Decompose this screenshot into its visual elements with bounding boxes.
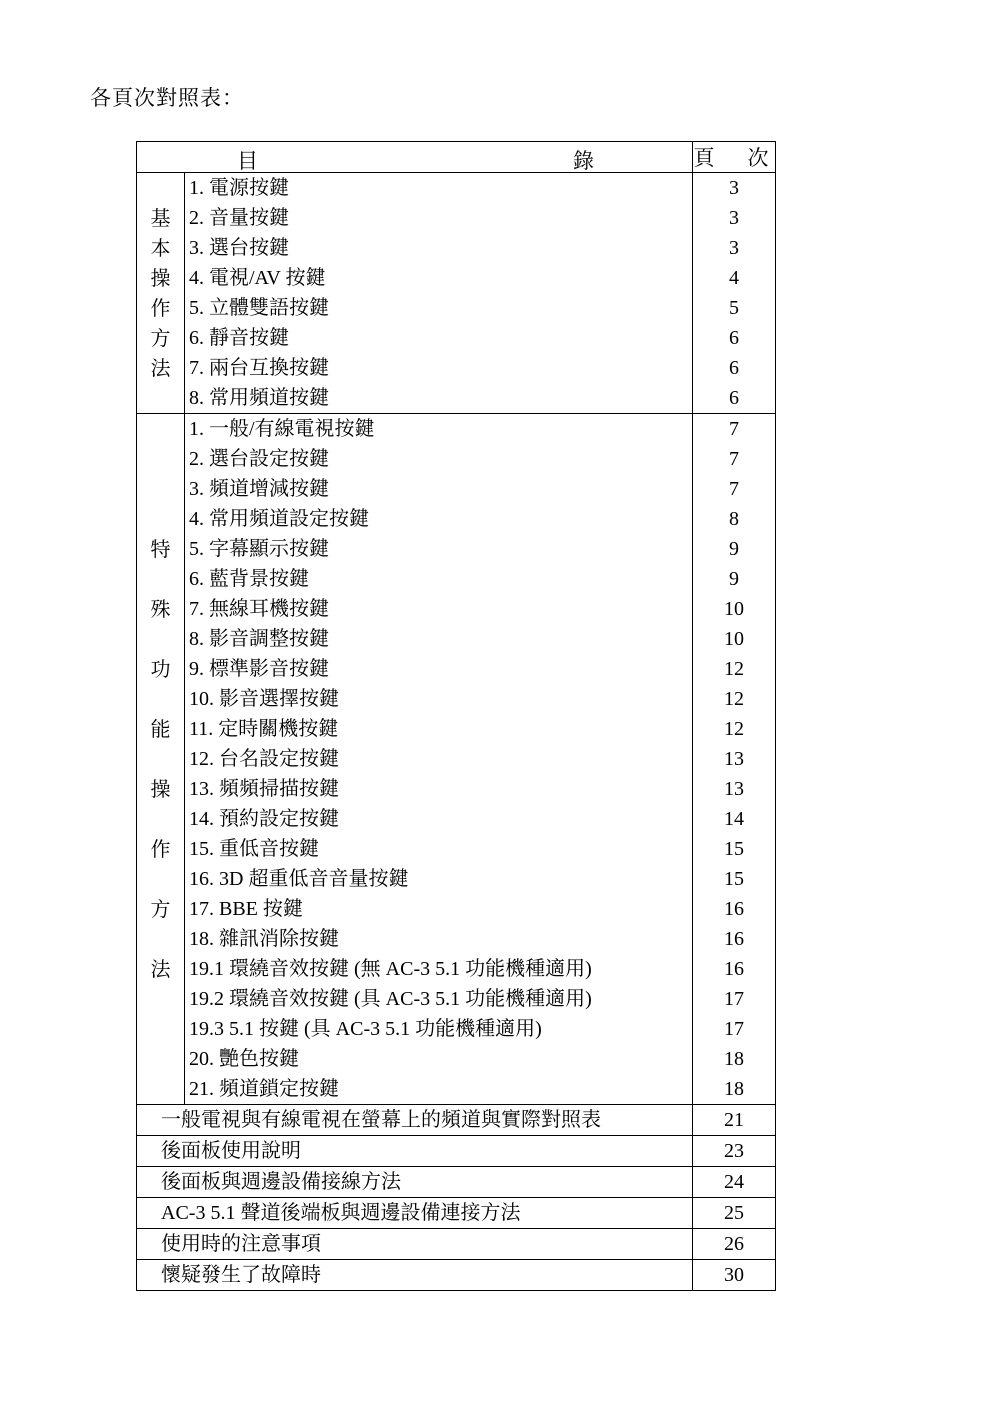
section1-label-char: 操 — [150, 266, 171, 290]
toc-item-title: 16. 3D 超重低音音量按鍵 — [185, 864, 693, 894]
toc-header-contents — [137, 142, 693, 173]
section1-label — [137, 173, 185, 414]
toc-header-row — [137, 142, 776, 173]
toc-item-title: 19.3 5.1 按鍵 (具 AC-3 5.1 功能機種適用) — [185, 1014, 693, 1044]
header-page: 頁 次 — [693, 142, 776, 173]
toc-summary-title: 使用時的注意事項 — [137, 1229, 693, 1260]
toc-item-title: 13. 頻頻掃描按鍵 — [185, 774, 693, 804]
toc-item-row — [137, 293, 776, 323]
toc-item-row — [137, 834, 776, 864]
toc-item-page: 16 — [693, 894, 776, 924]
toc-item-page: 6 — [693, 383, 776, 414]
toc-item-title: 18. 雜訊消除按鍵 — [185, 924, 693, 954]
toc-item-title: 9. 標準影音按鍵 — [185, 654, 693, 684]
toc-item-row — [137, 383, 776, 414]
toc-item-title: 2. 音量按鍵 — [185, 203, 693, 233]
toc-item-page: 16 — [693, 954, 776, 984]
toc-summary-page: 26 — [693, 1229, 776, 1260]
toc-item-page: 18 — [693, 1074, 776, 1105]
toc-item-title: 1. 一般/有線電視按鍵 — [185, 414, 693, 445]
toc-item-page: 14 — [693, 804, 776, 834]
toc-item-title: 5. 字幕顯示按鍵 — [185, 534, 693, 564]
section2-label-char: 能 — [150, 717, 171, 741]
toc-item-title: 2. 選台設定按鍵 — [185, 444, 693, 474]
toc-item-row — [137, 864, 776, 894]
toc-item-page: 5 — [693, 293, 776, 323]
section1-label-char: 基 — [150, 206, 171, 230]
toc-item-title: 7. 無線耳機按鍵 — [185, 594, 693, 624]
toc-item-title: 4. 常用頻道設定按鍵 — [185, 504, 693, 534]
toc-item-row — [137, 203, 776, 233]
toc-summary-row — [137, 1167, 776, 1198]
toc-item-page: 12 — [693, 654, 776, 684]
toc-item-page: 17 — [693, 1014, 776, 1044]
toc-summary-row — [137, 1198, 776, 1229]
header-col2: 錄 — [573, 149, 594, 173]
toc-summary-page: 25 — [693, 1198, 776, 1229]
toc-item-title: 8. 常用頻道按鍵 — [185, 383, 693, 414]
toc-item-row — [137, 594, 776, 624]
toc-summary-page: 23 — [693, 1136, 776, 1167]
section1-label-char: 法 — [150, 356, 171, 380]
toc-summary-title: AC-3 5.1 聲道後端板與週邊設備連接方法 — [137, 1198, 693, 1229]
toc-item-row — [137, 1014, 776, 1044]
toc-item-page: 9 — [693, 534, 776, 564]
toc-item-row — [137, 323, 776, 353]
toc-item-row — [137, 504, 776, 534]
toc-item-row — [137, 353, 776, 383]
toc-item-title: 19.1 環繞音效按鍵 (無 AC-3 5.1 功能機種適用) — [185, 954, 693, 984]
toc-item-title: 6. 靜音按鍵 — [185, 323, 693, 353]
section1-label-char: 作 — [150, 296, 171, 320]
toc-item-title: 5. 立體雙語按鍵 — [185, 293, 693, 323]
toc-item-title: 3. 頻道增減按鍵 — [185, 474, 693, 504]
toc-summary-title: 後面板使用說明 — [137, 1136, 693, 1167]
toc-item-title: 10. 影音選擇按鍵 — [185, 684, 693, 714]
section2-label-char: 作 — [150, 837, 171, 861]
toc-item-title: 7. 兩台互換按鍵 — [185, 353, 693, 383]
toc-item-title: 12. 台名設定按鍵 — [185, 744, 693, 774]
toc-item-page: 15 — [693, 864, 776, 894]
toc-item-title: 1. 電源按鍵 — [185, 173, 693, 204]
toc-item-row — [137, 804, 776, 834]
toc-item-row — [137, 894, 776, 924]
toc-item-title: 6. 藍背景按鍵 — [185, 564, 693, 594]
header-col1: 目 — [237, 149, 258, 173]
toc-summary-title: 一般電視與有線電視在螢幕上的頻道與實際對照表 — [137, 1105, 693, 1136]
toc-item-page: 18 — [693, 1044, 776, 1074]
toc-item-page: 6 — [693, 323, 776, 353]
toc-item-row — [137, 564, 776, 594]
toc-item-row — [137, 263, 776, 293]
toc-item-page: 15 — [693, 834, 776, 864]
toc-item-page: 10 — [693, 624, 776, 654]
toc-table — [136, 141, 776, 1291]
section2-label-char: 殊 — [150, 597, 171, 621]
section2-label-char: 方 — [150, 897, 171, 921]
toc-summary-page: 21 — [693, 1105, 776, 1136]
toc-summary-row — [137, 1260, 776, 1291]
toc-item-page: 3 — [693, 233, 776, 263]
toc-item-row — [137, 444, 776, 474]
toc-item-page: 13 — [693, 774, 776, 804]
page-title: 各頁次對照表： — [90, 86, 244, 110]
toc-summary-page: 30 — [693, 1260, 776, 1291]
toc-summary-row — [137, 1105, 776, 1136]
toc-item-row — [137, 714, 776, 744]
toc-item-row — [137, 233, 776, 263]
toc-item-page: 4 — [693, 263, 776, 293]
toc-item-page: 9 — [693, 564, 776, 594]
section2-label — [137, 414, 185, 1105]
toc-item-title: 15. 重低音按鍵 — [185, 834, 693, 864]
toc-item-row — [137, 474, 776, 504]
toc-item-title: 11. 定時關機按鍵 — [185, 714, 693, 744]
toc-summary-row — [137, 1136, 776, 1167]
toc-item-title: 19.2 環繞音效按鍵 (具 AC-3 5.1 功能機種適用) — [185, 984, 693, 1014]
toc-item-page: 16 — [693, 924, 776, 954]
section1-label-char: 方 — [150, 326, 171, 350]
toc-item-page: 13 — [693, 744, 776, 774]
toc-item-page: 6 — [693, 353, 776, 383]
toc-item-title: 21. 頻道鎖定按鍵 — [185, 1074, 693, 1105]
toc-item-row — [137, 654, 776, 684]
toc-item-row — [137, 414, 776, 445]
toc-item-title: 14. 預約設定按鍵 — [185, 804, 693, 834]
toc-item-row — [137, 534, 776, 564]
toc-item-page: 10 — [693, 594, 776, 624]
toc-item-title: 17. BBE 按鍵 — [185, 894, 693, 924]
toc-body — [137, 142, 776, 1291]
toc-item-page: 7 — [693, 444, 776, 474]
toc-item-page: 17 — [693, 984, 776, 1014]
toc-item-page: 12 — [693, 714, 776, 744]
toc-item-row — [137, 173, 776, 204]
toc-item-page: 7 — [693, 414, 776, 445]
toc-item-page: 3 — [693, 173, 776, 204]
toc-item-row — [137, 684, 776, 714]
toc-item-page: 8 — [693, 504, 776, 534]
toc-summary-row — [137, 1229, 776, 1260]
toc-item-row — [137, 924, 776, 954]
toc-item-page: 12 — [693, 684, 776, 714]
toc-item-title: 8. 影音調整按鍵 — [185, 624, 693, 654]
section2-label-char: 法 — [150, 957, 171, 981]
toc-summary-title: 後面板與週邊設備接線方法 — [137, 1167, 693, 1198]
section1-label-char: 本 — [150, 236, 171, 260]
toc-item-row — [137, 744, 776, 774]
section2-label-char: 功 — [150, 657, 171, 681]
toc-item-page: 3 — [693, 203, 776, 233]
toc-item-row — [137, 624, 776, 654]
toc-item-row — [137, 954, 776, 984]
section2-label-char: 操 — [150, 777, 171, 801]
toc-item-title: 20. 艷色按鍵 — [185, 1044, 693, 1074]
toc-summary-page: 24 — [693, 1167, 776, 1198]
toc-item-row — [137, 1044, 776, 1074]
toc-item-row — [137, 1074, 776, 1105]
toc-item-row — [137, 984, 776, 1014]
toc-item-page: 7 — [693, 474, 776, 504]
toc-item-title: 4. 電視/AV 按鍵 — [185, 263, 693, 293]
toc-item-row — [137, 774, 776, 804]
toc-item-title: 3. 選台按鍵 — [185, 233, 693, 263]
section2-label-char: 特 — [150, 537, 171, 561]
toc-summary-title: 懷疑發生了故障時 — [137, 1260, 693, 1291]
